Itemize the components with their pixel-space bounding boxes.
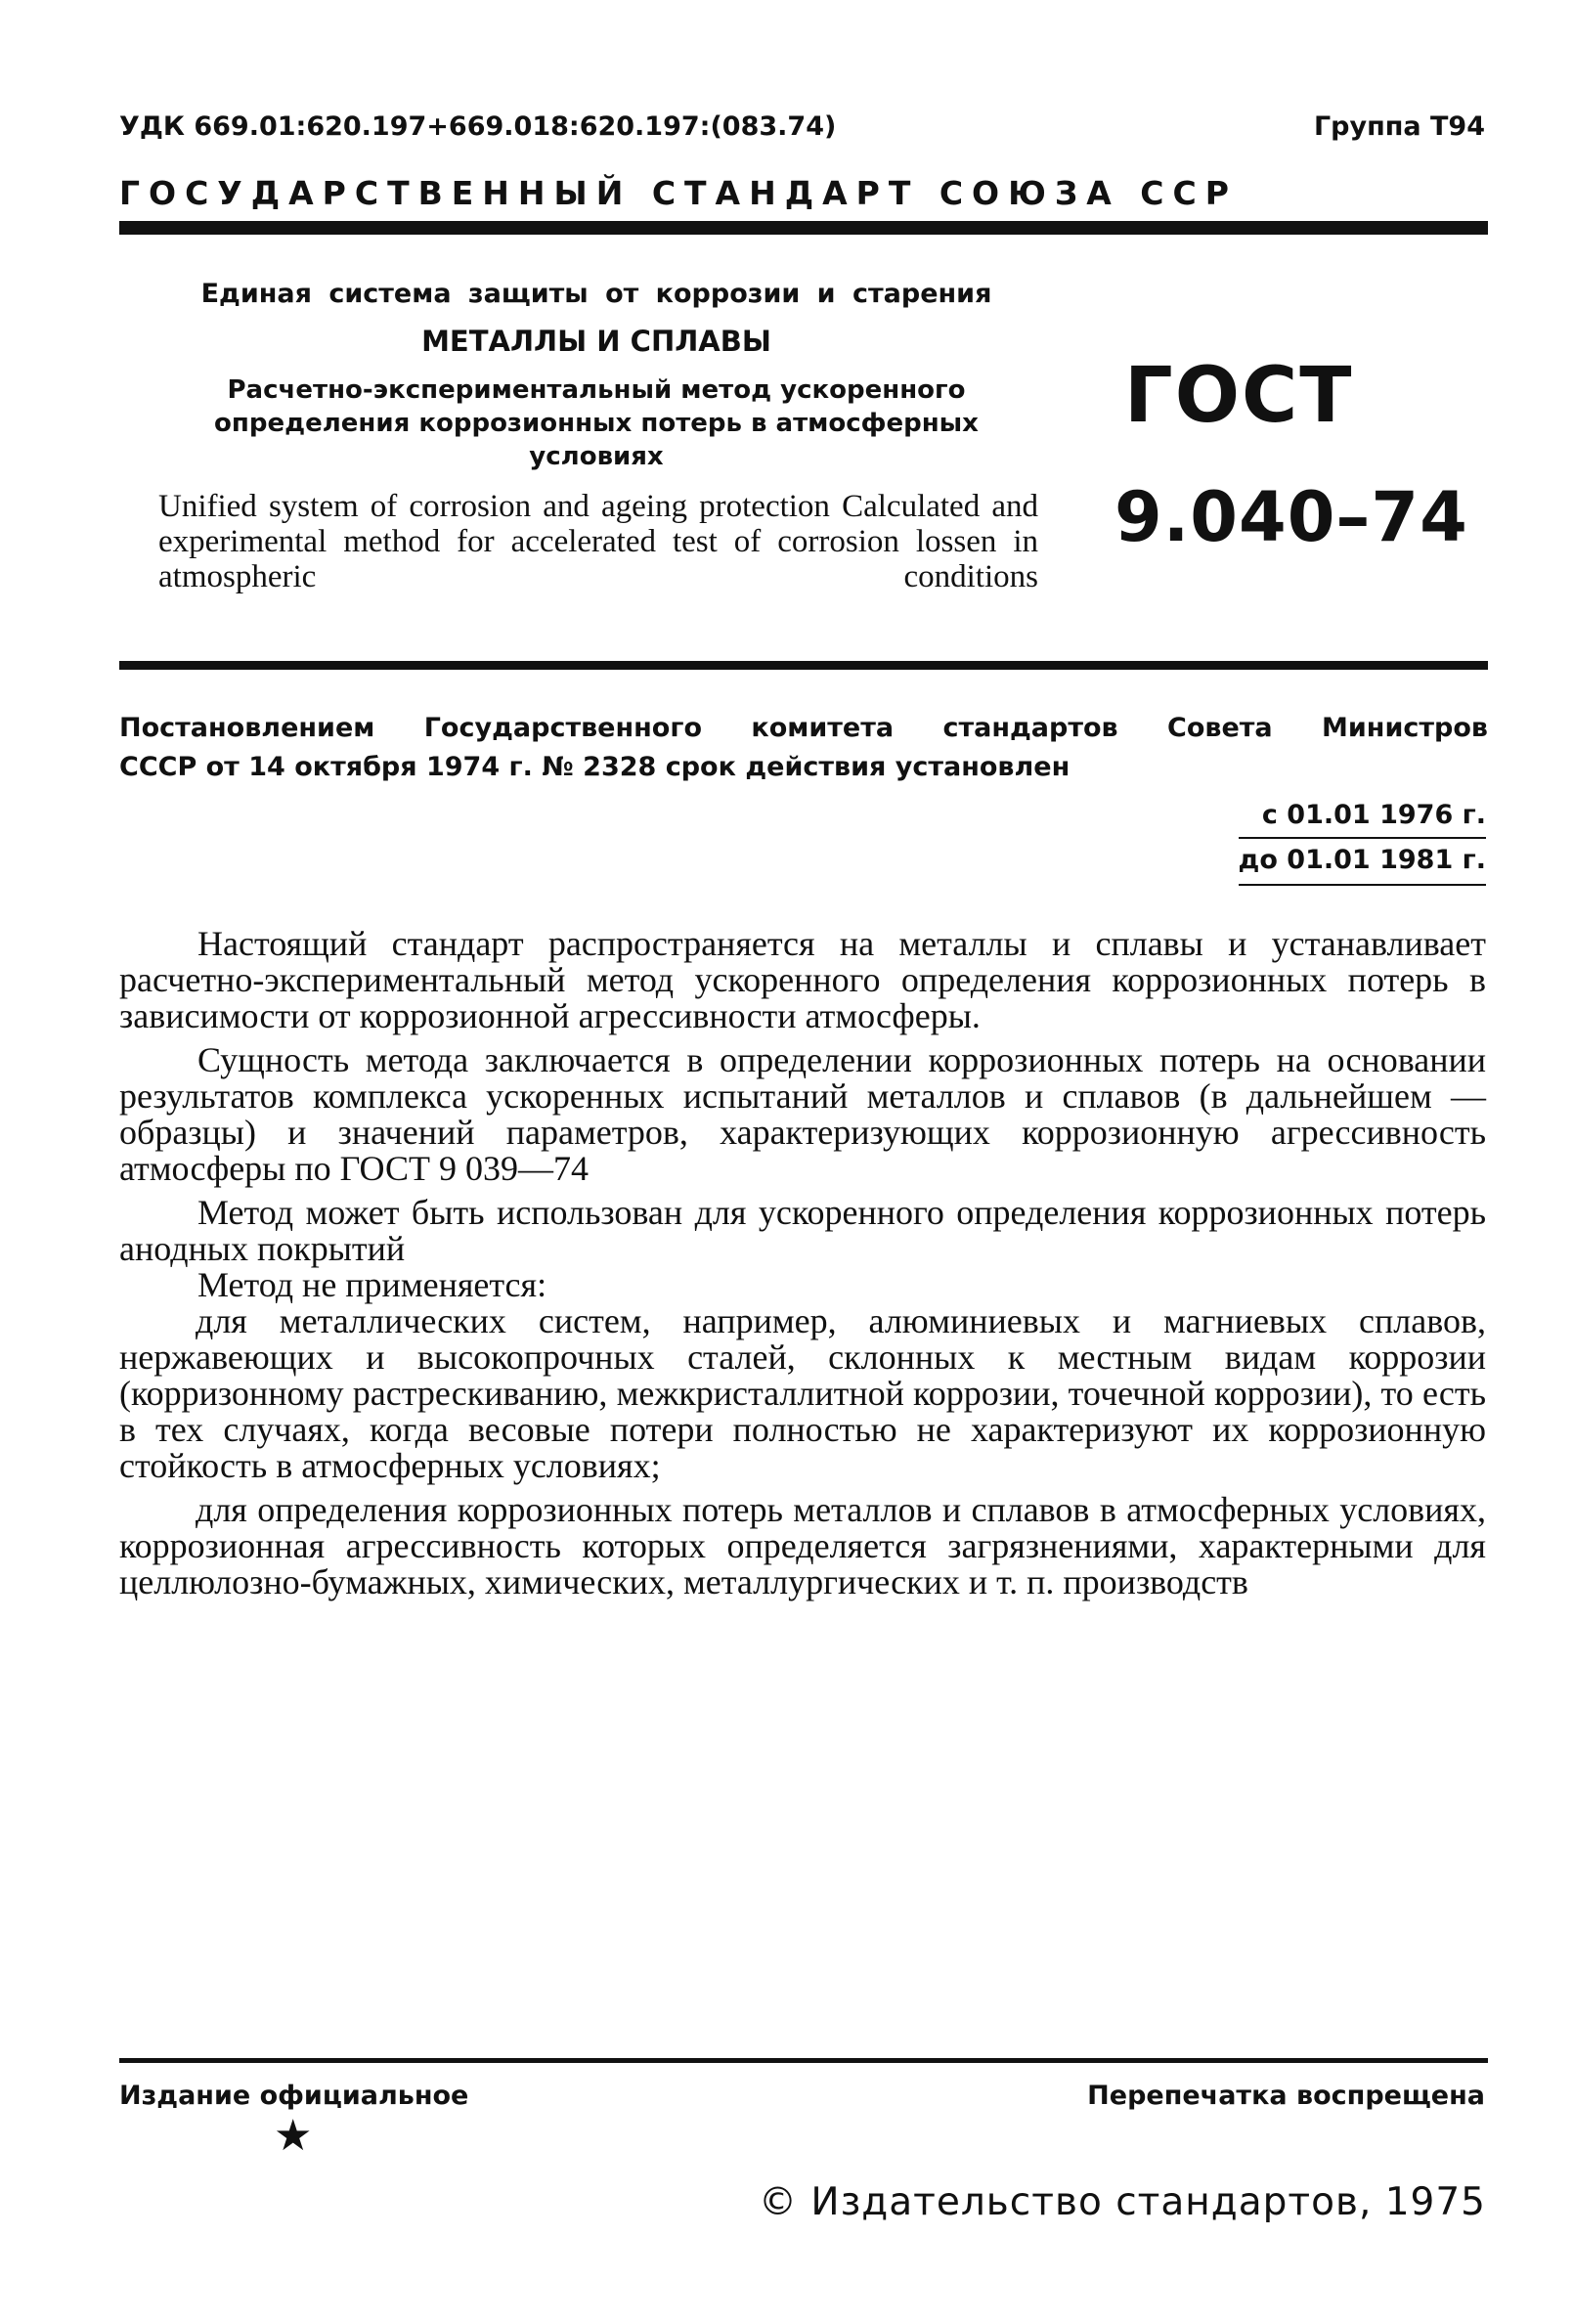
title-block <box>147 279 1046 594</box>
group-code: Группа Т94 <box>1313 111 1485 142</box>
bottom-rule <box>119 2058 1488 2063</box>
paragraph-scope: Настоящий стандарт распространяется на металлы и сплавы и устанавливает расчетно-экспериментальный метод ускоренного определения коррозионных потерь в зависимости от коррозионной агрессивности атмосферы. <box>119 924 1486 1035</box>
paragraph-essence: Сущность метода заключается в определении коррозионных потерь на основании результатов комплекса ускоренных испытаний металлов и сплавов (в дальнейшем — образцы) и значений параметров, характеризующих коррозионную агрессивность атмосферы по ГОСТ 9 039—74 <box>119 1040 1486 1188</box>
decree-line-1: Постановлением Государственного комитета стандартов Совета Министров <box>119 713 1488 743</box>
subject-title: МЕТАЛЛЫ И СПЛАВЫ <box>421 325 771 358</box>
edition-label: Издание официальное <box>119 2081 469 2111</box>
document-body <box>119 926 1486 1608</box>
date-from: с 01.01 1976 г. <box>1261 800 1486 830</box>
system-name: Единая система защиты от коррозии и старения <box>200 279 992 309</box>
list-item: для определения коррозионных потерь металлов и сплавов в атмосферных условиях, коррозионная агрессивность которых определяется загрязнениями, характерными для целлюлозно-бумажных, химических, металлургических и т. п. производств <box>119 1490 1486 1601</box>
gost-number: 9.040–74 <box>1114 477 1468 557</box>
decree-text <box>119 709 1488 787</box>
validity-dates <box>1239 794 1486 886</box>
paragraph-not-applied: Метод не применяется: <box>197 1265 547 1304</box>
paragraph-usage: Метод может быть использован для ускоренного определения коррозионных потерь анодных покрытий <box>119 1193 1486 1268</box>
gost-label: ГОСТ <box>1124 352 1354 440</box>
top-rule <box>119 221 1488 235</box>
date-to: до 01.01 1981 г. <box>1239 837 1486 886</box>
middle-rule <box>119 661 1488 670</box>
udk-code: УДК 669.01:620.197+669.018:620.197:(083.74) <box>119 111 837 142</box>
state-standard-heading: ГОСУДАРСТВЕННЫЙ СТАНДАРТ СОЮЗА ССР <box>119 174 1238 212</box>
list-item: для металлических систем, например, алюминиевых и магниевых сплавов, нержавеющих и высокопрочных сталей, склонных к местным видам коррозии (корризонному растрескиванию, межкристаллитной коррозии, точечной коррозии), то есть в тех случаях, когда весовые потери полностью не характеризуют их коррозионную стойкость в атмосферных условиях; <box>119 1301 1486 1485</box>
publisher-copyright: © Издательство стандартов, 1975 <box>759 2180 1486 2224</box>
title-english: Unified system of corrosion and ageing protection Calculated and experimental method for accelerated test of corrosion lossen in atmospheric conditions <box>158 489 1038 594</box>
title-russian: Расчетно-экспериментальный метод ускоренного определения коррозионных потерь в атмосферных условиях <box>214 375 979 471</box>
star-icon: ★ <box>274 2112 313 2160</box>
decree-line-2: СССР от 14 октября 1974 г. № 2328 срок действия установлен <box>119 752 1071 782</box>
reprint-notice: Перепечатка воспрещена <box>1087 2081 1485 2111</box>
